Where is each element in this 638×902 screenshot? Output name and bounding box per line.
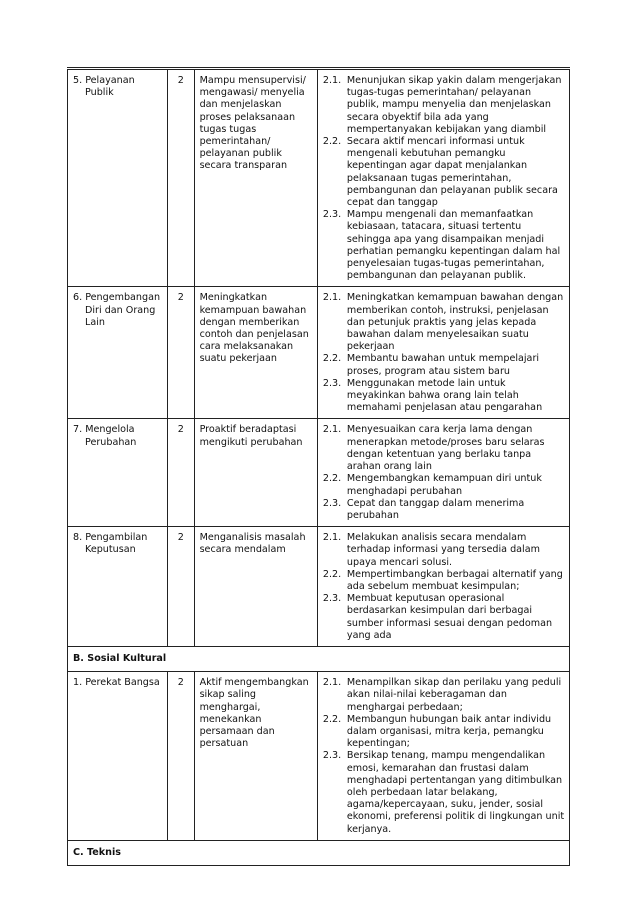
indicator-item: 2.2. Membantu bawahan untuk mempelajari proses, program atau sistem baru <box>322 353 540 377</box>
indicator-cell <box>317 527 569 647</box>
competency-name: 7. Mengelola Perubahan <box>68 419 168 527</box>
table-row <box>68 287 570 419</box>
competency-description: Mampu mensupervisi/ mengawasi/ menyelia dan menjelaskan proses pelaksanaan tugas tugas pemerintahan/ pelayanan publik secara transparan <box>194 69 317 287</box>
table-row <box>68 69 570 287</box>
indicator-cell <box>317 69 569 287</box>
indicator-item: 2.3. Menggunakan metode lain untuk meyakinkan bahwa orang lain telah memahami penjelasan atau pengarahan <box>322 377 543 414</box>
indicator-cell <box>317 287 569 419</box>
indicator-item: 2.3. Membuat keputusan operasional berdasarkan kesimpulan dari berbagai sumber informasi sesuai dengan pedoman yang ada <box>322 593 553 641</box>
section-heading-sosial-kultural: B. Sosial Kultural <box>68 646 570 671</box>
section-heading-teknis: C. Teknis <box>68 840 570 865</box>
section-row <box>68 646 570 671</box>
indicator-item: 2.1. Menunjukan sikap yakin dalam mengerjakan tugas-tugas pemerintahan/ pelayanan publik, mampu menyelia dan menjelaskan secara obyektif bila ada yang mempertanyakan kebijakan yang diambil <box>322 75 562 135</box>
table-row <box>68 672 570 841</box>
indicator-item: 2.3. Bersikap tenang, mampu mengendalikan emosi, kemarahan dan frustasi dalam menghadapi pertentangan yang ditimbulkan oleh perbedaan latar belakang, agama/kepercayaan, suku, jender, sosial ekonomi, preferensi politik di lingkungan unit kerjanya. <box>322 750 565 835</box>
indicator-item: 2.1. Meningkatkan kemampuan bawahan dengan memberikan contoh, instruksi, penjelasan dan petunjuk praktis yang jelas kepada bawahan dalam menyelesaikan suatu pekerjaan <box>322 292 564 353</box>
indicator-item: 2.3. Cepat dan tanggap dalam menerima perubahan <box>322 497 525 521</box>
competency-name: 8. Pengambilan Keputusan <box>68 527 168 647</box>
indicator-list <box>323 677 565 836</box>
indicator-item: 2.1. Menyesuaikan cara kerja lama dengan menerapkan metode/proses baru selaras dengan ketentuan yang berlaku tanpa arahan orang lain <box>322 424 545 473</box>
competency-level: 2 <box>167 69 194 287</box>
table-row <box>68 419 570 527</box>
competency-level: 2 <box>167 672 194 841</box>
competency-description: Meningkatkan kemampuan bawahan dengan memberikan contoh dan penjelasan cara melaksanakan suatu pekerjaan <box>194 287 317 419</box>
indicator-cell <box>317 419 569 527</box>
indicator-item: 2.1. Menampilkan sikap dan perilaku yang peduli akan nilai-nilai keberagaman dan menghargai perbedaan; <box>322 677 562 713</box>
competency-level: 2 <box>167 287 194 419</box>
indicator-list <box>323 292 565 414</box>
competency-level: 2 <box>167 527 194 647</box>
indicator-cell <box>317 672 569 841</box>
indicator-item: 2.2. Secara aktif mencari informasi untuk mengenali kebutuhan pemangku kepentingan agar dapat menjalankan pelaksanaan tugas pemerintahan, pembangunan dan pelayanan publik secara cepat dan tanggap <box>322 136 558 209</box>
competency-table <box>67 67 570 866</box>
competency-level: 2 <box>167 419 194 527</box>
indicator-list <box>323 75 565 282</box>
indicator-item: 2.3. Mampu mengenali dan memanfaatkan kebiasaan, tatacara, situasi tertentu sehingga apa yang disampaikan menjadi perhatian pemangku kepentingan dalam hal penyelesaian tugas-tugas pemerintahan, pembangunan dan pelayanan publik. <box>322 209 561 282</box>
competency-description: Menganalisis masalah secara mendalam <box>194 527 317 647</box>
indicator-item: 2.1. Melakukan analisis secara mendalam terhadap informasi yang tersedia dalam upaya mencari solusi. <box>322 532 540 568</box>
competency-name: 5. Pelayanan Publik <box>68 69 168 287</box>
indicator-list <box>323 532 565 642</box>
indicator-list <box>323 424 565 522</box>
competency-description: Proaktif beradaptasi mengikuti perubahan <box>194 419 317 527</box>
competency-description: Aktif mengembangkan sikap saling menghargai, menekankan persamaan dan persatuan <box>194 672 317 841</box>
indicator-item: 2.2. Mengembangkan kemampuan diri untuk menghadapi perubahan <box>322 473 542 497</box>
section-row <box>68 840 570 865</box>
competency-name: 6. Pengembangan Diri dan Orang Lain <box>68 287 168 419</box>
competency-name: 1. Perekat Bangsa <box>68 672 168 841</box>
table-row <box>68 527 570 647</box>
indicator-item: 2.2. Mempertimbangkan berbagai alternatif yang ada sebelum membuat kesimpulan; <box>322 568 563 592</box>
indicator-item: 2.2. Membangun hubungan baik antar individu dalam organisasi, mitra kerja, pemangku kepentingan; <box>322 713 552 750</box>
